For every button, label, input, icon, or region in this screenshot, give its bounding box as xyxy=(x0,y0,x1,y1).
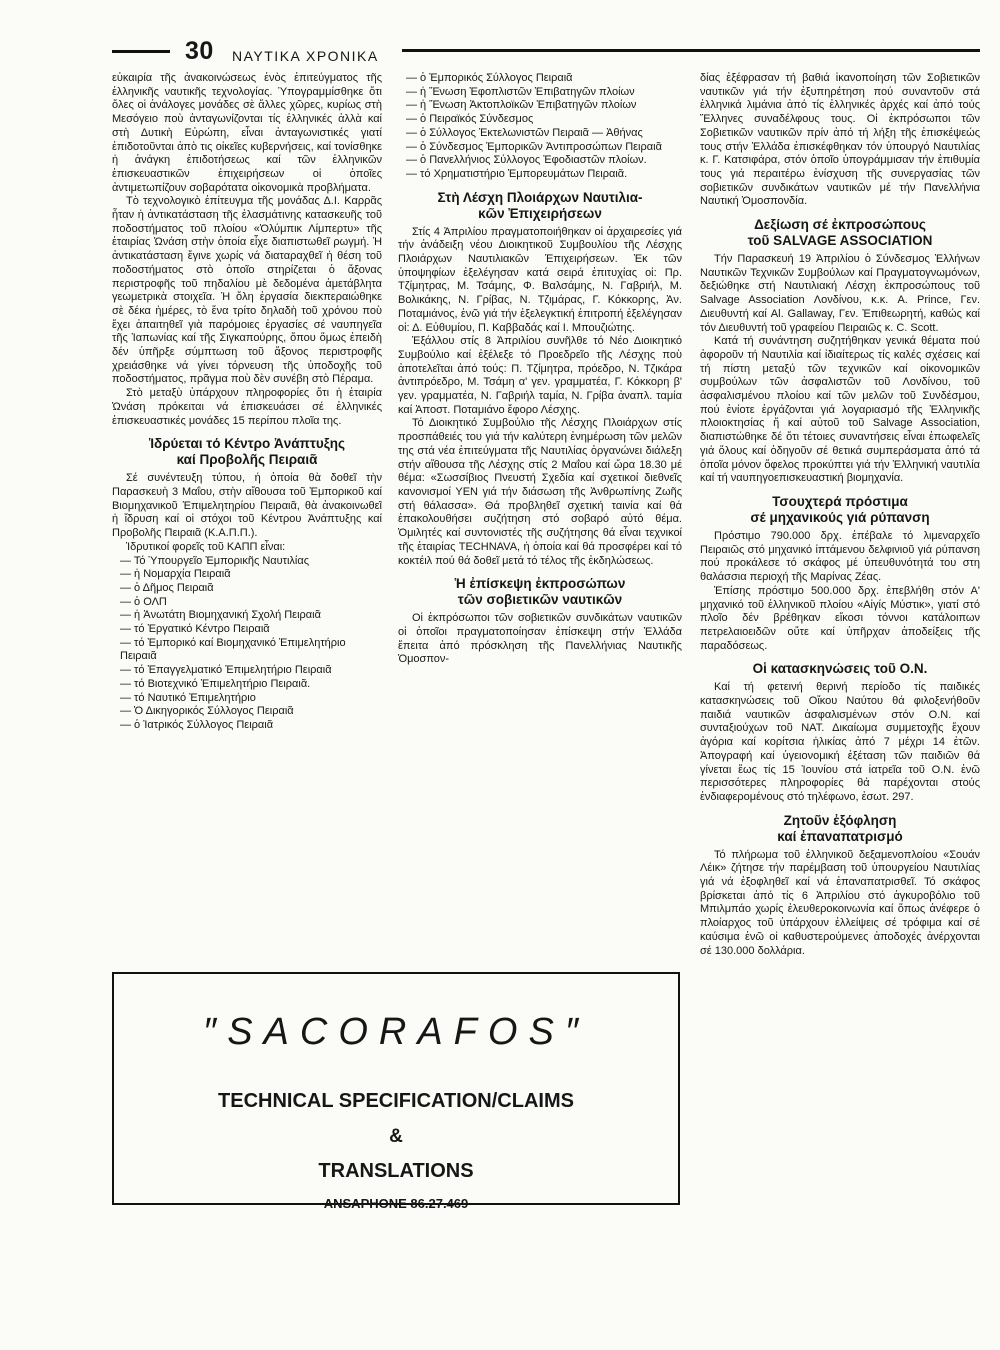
list-item: — ἡ Ἕνωση Ἀκτοπλοϊκῶν Ἐπιβατηγῶν πλοίων xyxy=(406,99,637,112)
list-item: — ὁ Σύλλογος Ἐκτελωνιστῶν Πειραιᾶ — Ἀθήνας xyxy=(406,126,643,139)
headline-line: Ἱδρύεται τό Κέντρο Ἀνάπτυξης xyxy=(148,436,346,452)
article-paragraph: Τὸ τεχνολογικὸ ἐπίτευγμα τῆς μονάδας Δ.Ι. Καρρᾶς ἦταν ἡ ἀντικατάσταση τῆς ἐλασμάτινης κατασκευῆς τοῦ ποδοστήματος τοῦ πλοίου «Ὀλύμπικ Λίμπερτυ» τῆς ἑταιρίας Ὠνάση στὴν ὁποία εἶχε διαπιστωθεῖ ρωγμή. Ἡ ἀντικατάσταση ἔγινε χωρίς νά διαταραχθεῖ ἡ θέση τοῦ ποδοστήματος στὸ ὁποῖο στηρίζεται ὁ ἄξονας περιστροφῆς τοῦ πηδαλίου μὲ δεδομένα ἀμετάβλητα γεωμετρικὰ στοιχεῖα. Ἡ ὅλη ἐργασία διεκπεραιώθηκε σὲ δέκα ἡμέρες, τὸ ἕνα τρίτο δηλαδὴ τοῦ χρόνου ποὺ ἔχει ἀπαιτηθεῖ γιὰ παρόμοιες ἐργασίες σέ ναυπηγεῖα τῆς Ἰαπωνίας καί τῆς Σιγκαπούρης, ὅπου ὅμως ἐπειδὴ δέν ὑπῆρξε σύμπτωση τοῦ ἄξονος περιστροφῆς χρειάσθηκε νά γίνει τόρνευση τῆς ὑποδοχῆς τοῦ ποδοστήματος, πρᾶγμα ποὺ δὲν συνέβη στὸ Πέραμα. xyxy=(112,195,382,386)
article-paragraph: Καί τή φετεινή θερινή περίοδο τίς παιδικές κατασκηνώσεις τοῦ Οἴκου Ναύτου θά φιλοξενήθοῦν παιδιά ναυτικῶν ἀσφαλισμένων στόν Ο.Ν. καί συνταξιούχων τοῦ ΝΑΤ. Δικαίωμα συμμετοχῆς ἔχουν ἀγόρια καί κορίτσια ἡλικίας ἀπό 7 μέχρι 14 ἐτῶν. Ἀπογραφή καί ὑγειονομική ἐξέταση τῶν παιδιῶν θά γίνεται ἕως τίς 15 Ἰουνίου στά ἰατρεῖα τοῦ Ο.Ν. ἐνῶ περισσότερες πληροφορίες θά παρέχονται στούς ἐνδιαφερομένους στό τηλέφωνο, ἐσωτ. 297. xyxy=(700,681,980,803)
article-paragraph: Στὸ μεταξὺ ὑπάρχουν πληροφορίες ὅτι ἡ ἑταιρία Ὠνάση πρόκειται νά ἐπισκευάσει σέ ἑλληνικές ἐπισκευαστικές μονάδες 15 περίπου πλοῖα της. xyxy=(112,387,382,427)
headline-line: Ἡ ἐπίσκεψη ἐκπροσώπων xyxy=(454,576,626,592)
list-item: — ὁ Ἰατρικός Σύλλογος Πειραιᾶ xyxy=(120,718,274,731)
article-paragraph: Σέ συνέντευξη τύπου, ἡ ὁποία θὰ δοθεῖ τὴν Παρασκευὴ 3 Μαΐου, στὴν αἴθουσα τοῦ Ἐμπορικοῦ καί Βιομηχανικοῦ Ἐπιμελητηρίου Πειραιᾶ, θὰ ἀνακοινωθεῖ ἡ ἵδρυση καί οἱ στόχοι τοῦ Κέντρου Ἀνάπτυξης καί Προβολῆς Πειραιᾶ (Κ.Α.Π.Π.). xyxy=(112,472,382,540)
list-item: — ὁ Σύνδεσμος Ἐμπορικῶν Ἀντιπροσώπων Πειραιᾶ xyxy=(406,140,662,153)
list-item: — ὁ Δῆμος Πειραιᾶ xyxy=(120,581,214,594)
headline-line: Ζητοῦν ἐξόφληση xyxy=(783,812,897,828)
article-paragraph: Τό πλήρωμα τοῦ ἑλληνικοῦ δεξαμενοπλοίου «Σουάν Λέικ» ζήτησε τήν παρέμβαση τοῦ ὑπουργείου Ναυτιλίας γιά νά ἐξοφληθεῖ καί νά ἐπαναπατρισθεῖ. Τό σκάφος βρίσκεται ἀπό τίς 6 Ἀπριλίου στό ἀγκυροβόλιο τοῦ Μπιλμπάο χωρίς ἐλευθεροκοινωνία καί ὅπως ἀνέφερε ὁ πλοίαρχος τοῦ ὑπάρχουν ἐλλείψεις σέ τρόφιμα καί σέ καύσιμα ἐνῶ οἱ καθυστερούμενες ἀποδοχές ἀνέρχονται σέ 130.000 δολλάρια. xyxy=(700,848,980,957)
ad-service-line: TECHNICAL SPECIFICATION/CLAIMS xyxy=(218,1090,574,1112)
headline-camps xyxy=(700,661,980,677)
page-number: 30 xyxy=(185,37,214,65)
list-item: — τό Ἐμπορικό καί Βιομηχανικό Ἐπιμελητήριο Πειραιᾶ xyxy=(120,636,346,663)
headline-line: Στὴ Λέσχη Πλοιάρχων Ναυτιλια- xyxy=(437,189,643,205)
headline-line: τοῦ SALVAGE ASSOCIATION xyxy=(747,233,933,249)
list-item: — ἡ Ἀνωτάτη Βιομηχανική Σχολή Πειραιᾶ xyxy=(120,609,321,622)
column-1 xyxy=(112,72,382,982)
list-item: — τό Βιοτεχνικό Ἐπιμελητήριο Πειραιᾶ. xyxy=(120,677,311,690)
list-item: — τό Ἐπαγγελματικό Ἐπιμελητήριο Πειραιᾶ xyxy=(120,664,332,677)
article-paragraph: Στίς 4 Ἀπριλίου πραγματοποιήθηκαν οἱ ἀρχαιρεσίες γιά τήν ἀνάδειξη νέου Διοικητικοῦ Συμβουλίου τῆς Λέσχης Πλοιάρχων Ναυτιλιακῶν Ἐπιχειρήσεων. Ἐκ τῶν ὑποψηφίων ἐξελέγησαν κατά σειρά ἐπιτυχίας οἱ: Πρ. Τζίμητρας, Μ. Τσάμης, Φ. Βαλσάμης, Ν. Γαβριήλ, Μ. Βολικάκης, Ν. Γρίβας, Ν. Τζιμάρας, Γ. Κόκκορης, Ἀν. Ποταμιάνος, ἐνῶ γιά τήν ἐξελεγκτική ἐπιτροπή ἐξελέγησαν οἱ: Δ. Εὐθυμίου, Π. Καββαδάς καί Ι. Μπουζιώτης. xyxy=(398,225,682,334)
headline-salvage-association xyxy=(700,217,980,249)
headline-line: σέ μηχανικούς γιά ρύπανση xyxy=(750,509,930,525)
column-2 xyxy=(398,72,682,908)
column-3 xyxy=(700,72,980,1312)
headline-line: καί ἐπαναπατρισμό xyxy=(777,828,903,844)
headline-line: κῶν Ἐπιχειρήσεων xyxy=(478,205,602,221)
ad-service-line: TRANSLATIONS xyxy=(318,1160,474,1182)
headline-line: Τσουχτερά πρόστιμα xyxy=(772,493,908,509)
article-paragraph: Τό Διοικητικό Συμβούλιο τῆς Λέσχης Πλοιάρχων στίς προσπάθειές του γιά τήν καλύτερη ἐνημέρωση τῶν μελῶν της στά νέα ἐπιτεύγματα τῆς Ναυτιλίας ὀργανώνει διάλεξη στήν αἴθουσα τῆς Λέσχης στίς 2 Μαΐου καί ὥρα 18.30 μέ θέμα: «Σωσσίβιος Πνευστή Σχεδία καί σχετικοί διεθνεῖς κανονισμοί ΥΕΝ γιά τήν διάσωση τῆς Ἀνθρωπίνης Ζωῆς στή θάλασσα». Θά προβληθεῖ σχετική ταινία καί θά ἐπακολουθήσει συζήτηση στό σοβαρό αὐτό θέμα. Ὁμιλητές καί συντονιστές τῆς συζήτησης θά εἶναι τεχνικοί τῆς ἑταιρίας TECHNAVA, ἡ ὁποία καί θά προσφέρει καί τό κοκτέιλ πού θά δοθεῖ μετά τό τέλος τῆς ἐκδηλώσεως. xyxy=(398,417,682,567)
headline-captains-club xyxy=(398,190,682,222)
list-item: — τό Ναυτικό Ἐπιμελητήριο xyxy=(120,691,256,704)
ad-phone: ANSAPHONE 86.27.469 xyxy=(323,1196,469,1211)
list-item: — τό Ἐργατικό Κέντρο Πειραιᾶ xyxy=(120,623,270,636)
list-item: — τό Χρηματιστήριο Ἐμπορευμάτων Πειραιᾶ. xyxy=(406,167,628,180)
ad-ampersand: & xyxy=(389,1126,403,1147)
article-paragraph: Ἐπίσης πρόστιμο 500.000 δρχ. ἐπεβλήθη στόν Α' μηχανικό τοῦ ἑλληνικοῦ πλοίου «Αἰγίς Μύστικ», γιατί στό πλοῖο δέν βρέθηκαν εἴκοσι τόννοι κατάλοιπων πετρελαιοειδῶν οὔτε καί ὑπῆρχαν ἀποδείξεις τῆς παραδόσεως. xyxy=(700,584,980,652)
list-item: — ὁ Πανελλήνιος Σύλλογος Ἐφοδιαστῶν πλοίων. xyxy=(406,154,647,167)
publication-title: ΝΑΥΤΙΚΑ ΧΡΟΝΙΚΑ xyxy=(232,48,379,64)
header-rule-left xyxy=(112,50,170,53)
headline-line: τῶν σοβιετικῶν ναυτικῶν xyxy=(457,592,623,608)
headline-fines xyxy=(700,494,980,526)
article-paragraph: δίας ἐξέφρασαν τή βαθιά ἱκανοποίηση τῶν Σοβιετικῶν ναυτικῶν γιά τήν ἐξυπηρέτηση πού συναντοῦν στά ἑλληνικά λιμάνια ἀπό τίς ἑλληνικές ἀρχές καί ἀπό τούς Ἕλληνες συναδέλφους τους. Οἱ ἐκπρόσωποι τῶν Σοβιετικῶν ναυτικῶν πρίν ἀπό τή λήξη τῆς ἐπισκέψεώς τους στήν Ἑλλάδα ἐπισκέφθηκαν τόν ὑπουργό Ναυτιλίας κ. Γ. Κατσιφάρα, στόν ὁποῖο ὑπογράμμισαν τήν ἐπιθυμία τους γιά περαιτέρω ἐνίσχυση τῆς συνεργασίας τῶν σοβιετικῶν συνδικάτων ναυτικῶν μέ τήν Πανελλήνια Ναυτική Ὁμοσπονδία. xyxy=(700,72,980,208)
article-paragraph: Ἐξάλλου στίς 8 Ἀπριλίου συνῆλθε τό Νέο Διοικητικό Συμβούλιο καί ἐξέλεξε τό Προεδρεῖο τῆς Λέσχης ποὺ ἀποτελεῖται ἀπό τούς: Π. Τζίμητρα, πρόεδρο, Ν. Τζικάρα ἀντιπρόεδρο, Μ. Τσάμη α' γεν. γραμματέα, Γ. Κόκκορη β' γεν. γραμματέα, Ν. Γαβριήλ ταμία, Ν. Γρίβα ἀναπλ. ταμία καί Ἀποστ. Ποταμιάνο ἔφορο Λέσχης. xyxy=(398,335,682,416)
headline-line: Οἱ κατασκηνώσεις τοῦ Ο.Ν. xyxy=(752,661,928,677)
headline-kapp xyxy=(112,436,382,468)
list-item: — Ὁ Δικηγορικός Σύλλογος Πειραιᾶ xyxy=(120,705,294,718)
headline-repatriation xyxy=(700,813,980,845)
article-paragraph: Κατά τή συνάντηση συζητήθηκαν γενικά θέματα πού ἀφοροῦν τή Ναυτιλία καί ἰδιαίτερως τίς καλές σχέσεις καί τή πίστη μεταξύ τῶν τεχνικῶν καί οἰκονομικῶν συμβούλων τῶν ἀσφαλιστῶν τοῦ Λονδίνου, τοῦ ἀσφαλισμένου πλοίου καί τῶν μελῶν τοῦ Συνδέσμου, πού ἐνίοτε ἐργάζονται γιά λογαριασμό τῆς Ἑλληνικῆς πλοιοκτησίας ἤ καί αὐτοῦ τοῦ Salvage Association, διαπιστώθηκε δέ ὅτι τέτοιες συναντήσεις εἶναι ἐπωφελεῖς γιά ὅλους καί ὁδηγοῦν σέ θετικά συμπεράσματα ἀπό τά ὁποῖα μόνον ὄφελος προκύπτει γιά τήν Ἑλληνική ναυτιλία καί τή ναυπηγοεπισκευαστική βιομηχανία. xyxy=(700,335,980,485)
article-paragraph: Πρόστιμο 790.000 δρχ. ἐπέβαλε τό λιμεναρχεῖο Πειραιῶς στό μηχανικό ἰπτάμενου δελφινιοῦ γιά ρύπανση πού προκάλεσε τό σκάφος μέ ὑπευθυνότητά του στη θαλάσσια περιοχή τῆς Μαρίνας Ζέας. xyxy=(700,529,980,584)
list-item: — Τό Ὑπουργεῖο Ἐμπορικῆς Ναυτιλίας xyxy=(120,554,310,567)
list-item: — ὁ Ἐμπορικός Σύλλογος Πειραιᾶ xyxy=(406,72,573,84)
list-item: — ὁ ΟΛΠ xyxy=(120,595,167,608)
article-paragraph: εὐκαιρία τῆς ἀνακοινώσεως ἑνὸς ἐπιτεύγματος τῆς ἑλληνικῆς ναυτικῆς τεχνολογίας. Ὑπογραμμίσθηκε ὅτι ὅλες οἱ ἀνάλογες μονάδες σὲ ἄλλες χῶρες, κυρίως στὴ Μεσόγειο ποὺ ἀνταγωνίζονται τίς ἑλληνικές ἀλλὰ καί στὴ Δυτικὴ Εὐρώπη, εἶναι ἀνταγωνιστικές γιατί ἐπιδοτοῦνται ἀπὸ τις οἰκεῖες κυβερνήσεις, καί τονίσθηκε ἡ ἀνάγκη ἐπιδοτήσεως καί τῶν ἑλληνικῶν ἐπισκευαστικῶν ἐπιχειρήσεων οἱ ὁποῖες ἀντιμετωπίζουν σοβαρότατα οἰκονομικὰ προβλήματα. xyxy=(112,72,382,194)
headline-line: Δεξίωση σέ ἐκπροσώπους xyxy=(754,217,926,233)
list-item: — ὁ Πειραϊκός Σύνδεσμος xyxy=(406,113,534,126)
header-rule-right xyxy=(402,49,980,52)
ad-company-name: ″SACORAFOS″ xyxy=(202,1011,590,1053)
headline-soviet-visit xyxy=(398,576,682,608)
headline-line: καί Προβολῆς Πειραιᾶ xyxy=(176,452,318,468)
article-paragraph: Ἱδρυτικοί φορεῖς τοῦ ΚΑΠΠ εἶναι: xyxy=(126,540,286,553)
article-paragraph: Οἱ ἐκπρόσωποι τῶν σοβιετικῶν συνδικάτων ναυτικῶν οἱ ὁποῖοι πραγματοποίησαν ἐπίσκεψη στήν Ἑλλάδα ἔπειτα ἀπό πρόσκληση τῆς Πανελλήνιας Ναυτικῆς Ὁμοσπον- xyxy=(398,612,682,666)
list-item: — ἡ Νομαρχία Πειραιᾶ xyxy=(120,568,231,581)
list-item: — ἡ Ἕνωση Ἐφοπλιστῶν Ἐπιβατηγῶν πλοίων xyxy=(406,85,635,98)
sacorafos-advertisement xyxy=(112,972,680,1211)
article-paragraph: Τήν Παρασκευή 19 Ἀπριλίου ὁ Σύνδεσμος Ἑλλήνων Ναυτικῶν Τεχνικῶν Συμβούλων καί Πραγματογνωμόνων, δεξιώθηκε στή Ναυτιλιακή Λέσχη ἐκπροσώπους τοῦ Salvage Association Λονδίνου, κ.κ. A. Prince, Γεν. Διευθυντή καί Al. Gallaway, Γεν. Ἐπιθεωρητή, καθώς καί τόν Διευθυντή τοῦ γραφείου Πειραιῶς κ. C. Scott. xyxy=(700,253,980,334)
